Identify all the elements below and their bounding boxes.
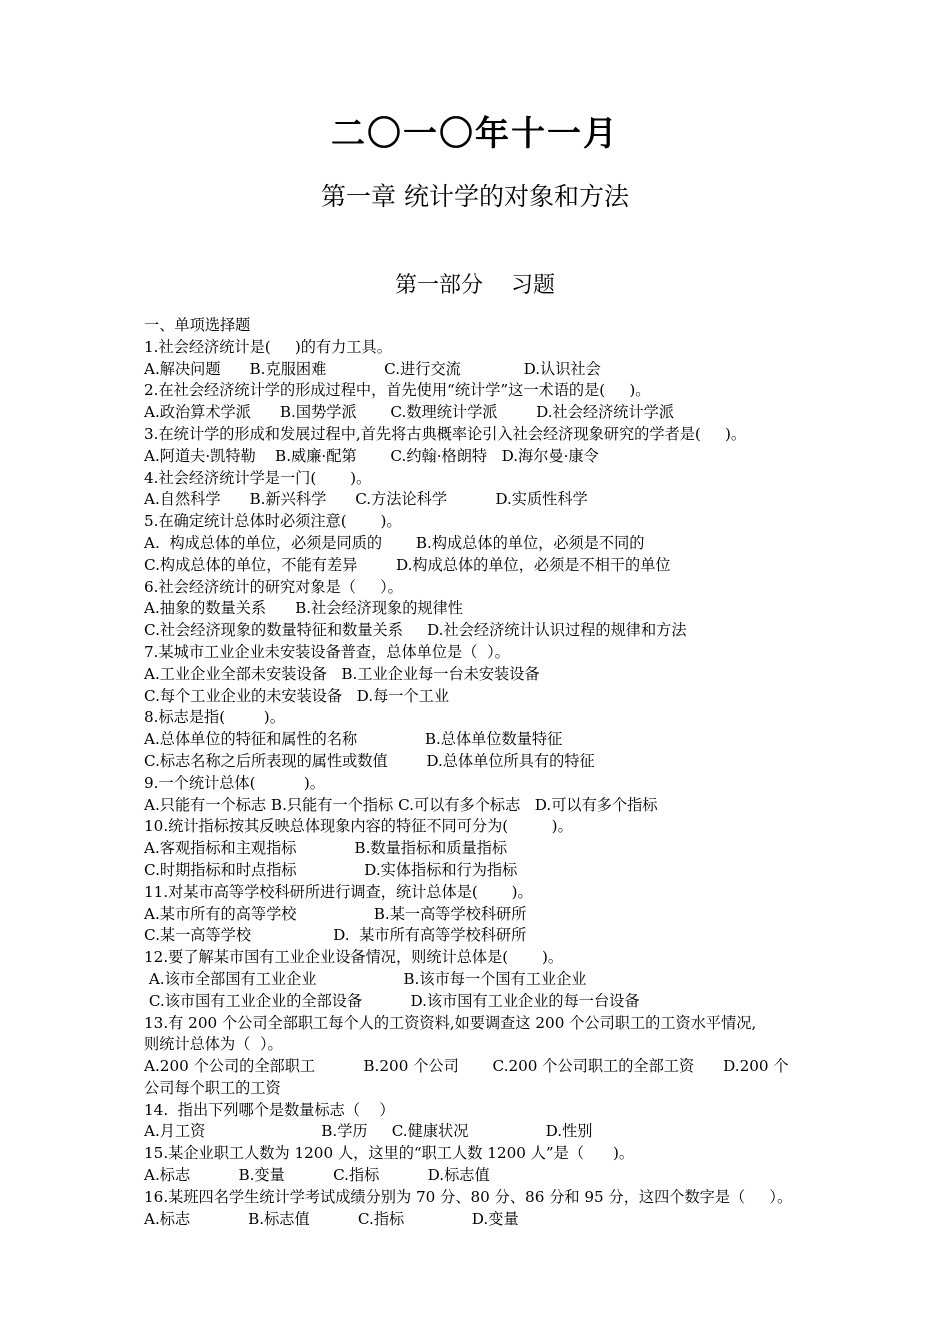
question-text-line: 10.统计指标按其反映总体现象内容的特征不同可分为( )。 <box>144 817 573 836</box>
question-text-line: 7.某城市工业企业未安装设备普查，总体单位是（ ）。 <box>144 642 510 661</box>
question-text-line: 13.有 200 个公司全部职工每个人的工资资料,如要调查这 200 个公司职工的工资水平情况, <box>144 1013 757 1032</box>
question-text-line: 2.在社会经济统计学的形成过程中，首先使用“统计学”这一术语的是( )。 <box>144 381 651 400</box>
answer-options-line: C.该市国有工业企业的全部设备 D.该市国有工业企业的每一台设备 <box>144 991 640 1010</box>
answer-options-line: A. 构成总体的单位，必须是同质的 B.构成总体的单位，必须是不同的 <box>144 533 645 552</box>
chapter-title: 第一章 统计学的对象和方法 <box>321 182 629 211</box>
answer-options-line: C.构成总体的单位，不能有差异 D.构成总体的单位，必须是不相干的单位 <box>144 555 671 574</box>
answer-options-line: A.标志 B.变量 C.指标 D.标志值 <box>144 1166 490 1185</box>
question-text-line: 15.某企业职工人数为 1200 人，这里的“职工人数 1200 人”是（ )。 <box>144 1144 635 1163</box>
question-text-line: 8.标志是指( )。 <box>144 708 285 727</box>
question-text-line: 公司每个职工的工资 <box>144 1078 281 1097</box>
answer-options-line: C.某一高等学校 D. 某市所有高等学校科研所 <box>144 926 527 945</box>
part-title: 第一部分 习题 <box>395 273 555 298</box>
question-text-line: 3.在统计学的形成和发展过程中,首先将古典概率论引入社会经济现象研究的学者是( )。 <box>144 424 747 443</box>
answer-options-line: C.标志名称之后所表现的属性或数值 D.总体单位所具有的特征 <box>144 751 595 770</box>
answer-options-line: A.阿道夫·凯特勒 B.威廉·配第 C.约翰·格朗特 D.海尔曼·康令 <box>144 446 599 465</box>
date-heading: 二〇一〇年十一月 <box>331 114 619 154</box>
answer-options-line: A.抽象的数量关系 B.社会经济现象的规律性 <box>144 599 463 618</box>
answer-options-line: A.标志 B.标志值 C.指标 D.变量 <box>144 1209 519 1228</box>
answer-options-line: A.政治算术学派 B.国势学派 C.数理统计学派 D.社会经济统计学派 <box>144 403 675 422</box>
question-text-line: 1.社会经济统计是( )的有力工具。 <box>144 337 392 356</box>
question-text-line: 6.社会经济统计的研究对象是（ ）。 <box>144 577 403 596</box>
answer-options-line: C.时期指标和时点指标 D.实体指标和行为指标 <box>144 860 518 879</box>
question-text-line: 11.对某市高等学校科研所进行调查，统计总体是( )。 <box>144 882 533 901</box>
answer-options-line: A.自然科学 B.新兴科学 C.方法论科学 D.实质性科学 <box>144 490 588 509</box>
question-text-line: 14. 指出下列哪个是数量标志（ ） <box>144 1100 395 1119</box>
question-list <box>144 315 814 1230</box>
answer-options-line: A.某市所有的高等学校 B.某一高等学校科研所 <box>144 904 527 923</box>
answer-options-line: A.总体单位的特征和属性的名称 B.总体单位数量特征 <box>144 730 563 749</box>
answer-options-line: A.工业企业全部未安装设备 B.工业企业每一台未安装设备 <box>144 664 540 683</box>
answer-options-line: A.月工资 B.学历 C.健康状况 D.性别 <box>144 1122 593 1141</box>
question-text-line: 9.一个统计总体( )。 <box>144 773 325 792</box>
question-lines <box>144 337 814 1231</box>
answer-options-line: A.客观指标和主观指标 B.数量指标和质量指标 <box>144 839 508 858</box>
question-text-line: 16.某班四名学生统计学考试成绩分别为 70 分、80 分、86 分和 95 分，这四个数字是（ ）。 <box>144 1187 793 1206</box>
answer-options-line: C.社会经济现象的数量特征和数量关系 D.社会经济统计认识过程的规律和方法 <box>144 621 687 640</box>
question-text-line: 则统计总体为（ ）。 <box>144 1035 283 1054</box>
section-heading: 一、单项选择题 <box>144 316 251 334</box>
question-text-line: 12.要了解某市国有工业企业设备情况，则统计总体是( )。 <box>144 948 564 967</box>
question-text-line: 5.在确定统计总体时必须注意( )。 <box>144 512 402 531</box>
answer-options-line: A.该市全部国有工业企业 B.该市每一个国有工业企业 <box>144 969 587 988</box>
question-text-line: 4.社会经济统计学是一门( )。 <box>144 468 372 487</box>
answer-options-line: A.200 个公司的全部职工 B.200 个公司 C.200 个公司职工的全部工资 D.200 个 <box>144 1057 789 1076</box>
answer-options-line: C.每个工业企业的未安装设备 D.每一个工业 <box>144 686 450 705</box>
answer-options-line: A.只能有一个标志 B.只能有一个指标 C.可以有多个标志 D.可以有多个指标 <box>144 795 658 814</box>
answer-options-line: A.解决问题 B.克服困难 C.进行交流 D.认识社会 <box>144 359 601 378</box>
